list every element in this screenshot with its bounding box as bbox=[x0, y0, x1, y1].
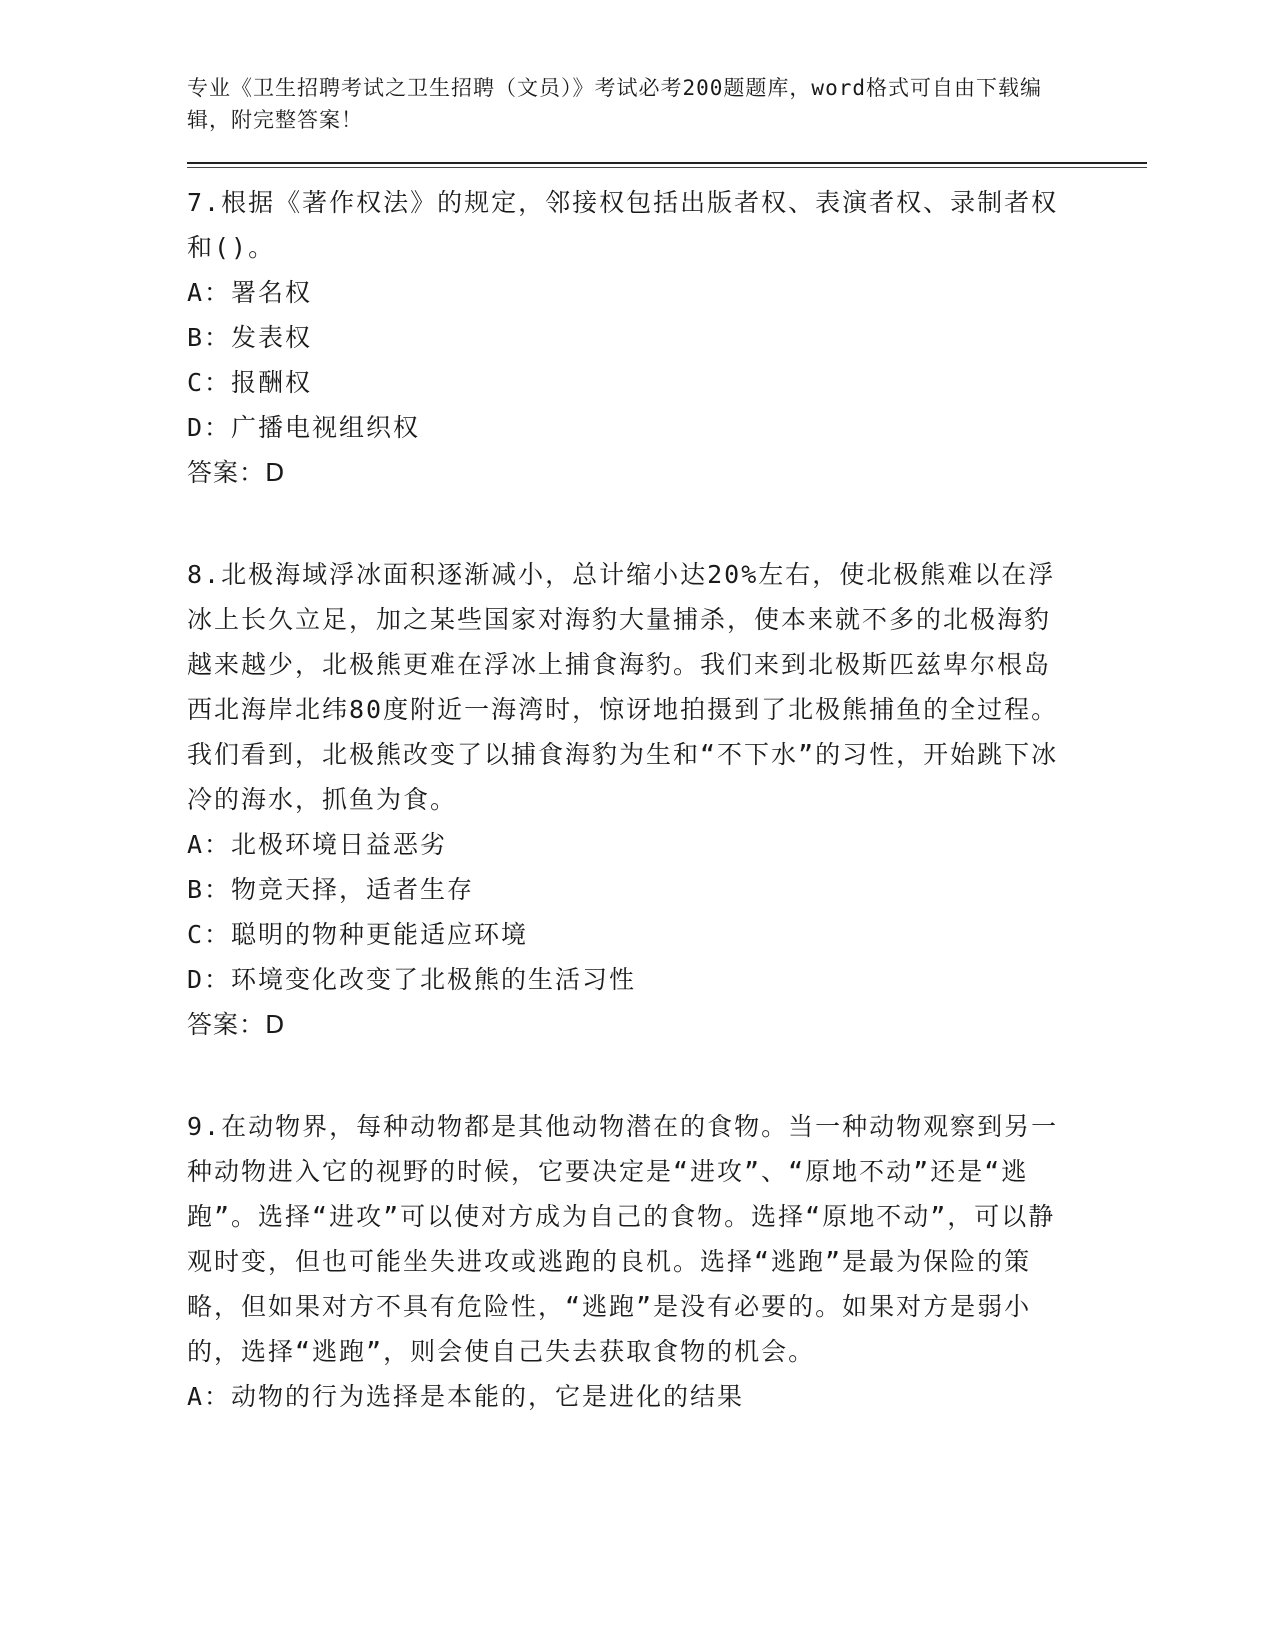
question-7 bbox=[187, 180, 1147, 495]
document-page bbox=[187, 72, 1147, 1419]
option-a: A：署名权 bbox=[187, 278, 313, 307]
question-9 bbox=[187, 1104, 1147, 1419]
header-divider-thick bbox=[187, 162, 1147, 164]
question-8 bbox=[187, 552, 1147, 1047]
header-divider-thin bbox=[187, 167, 1147, 168]
option-b: B：物竞天择，适者生存 bbox=[187, 875, 475, 904]
option-c: C：报酬权 bbox=[187, 368, 313, 397]
option-d: D：广播电视组织权 bbox=[187, 413, 421, 442]
option-a: A：北极环境日益恶劣 bbox=[187, 830, 448, 859]
document-header: 专业《卫生招聘考试之卫生招聘（文员）》考试必考200题题库，word格式可自由下载编辑，附完整答案！ bbox=[187, 76, 1042, 132]
answer-line: 答案：D bbox=[187, 458, 286, 487]
question-stem: 8.北极海域浮冰面积逐渐减小，总计缩小达20%左右，使北极熊难以在浮冰上长久立足，加之某些国家对海豹大量捕杀，使本来就不多的北极海豹越来越少，北极熊更难在浮冰上捕食海豹。我们来到北极斯匹兹卑尔根岛西北海岸北纬80度附近一海湾时，惊讶地拍摄到了北极熊捕鱼的全过程。我们看到，北极熊改变了以捕食海豹为生和“不下水”的习性，开始跳下冰冷的海水，抓鱼为食。 bbox=[187, 560, 1059, 814]
question-spacer bbox=[187, 1047, 1147, 1092]
option-a: A：动物的行为选择是本能的，它是进化的结果 bbox=[187, 1382, 745, 1411]
option-d: D：环境变化改变了北极熊的生活习性 bbox=[187, 965, 637, 994]
question-spacer bbox=[187, 495, 1147, 540]
option-b: B：发表权 bbox=[187, 323, 313, 352]
answer-line: 答案：D bbox=[187, 1010, 286, 1039]
question-stem: 9.在动物界，每种动物都是其他动物潜在的食物。当一种动物观察到另一种动物进入它的视野的时候，它要决定是“进攻”、“原地不动”还是“逃跑”。选择“进攻”可以使对方成为自己的食物。选择“原地不动”，可以静观时变，但也可能坐失进攻或逃跑的良机。选择“逃跑”是最为保险的策略，但如果对方不具有危险性，“逃跑”是没有必要的。如果对方是弱小的，选择“逃跑”，则会使自己失去获取食物的机会。 bbox=[187, 1112, 1059, 1366]
question-stem: 7.根据《著作权法》的规定，邻接权包括出版者权、表演者权、录制者权和()。 bbox=[187, 188, 1059, 262]
option-c: C：聪明的物种更能适应环境 bbox=[187, 920, 529, 949]
